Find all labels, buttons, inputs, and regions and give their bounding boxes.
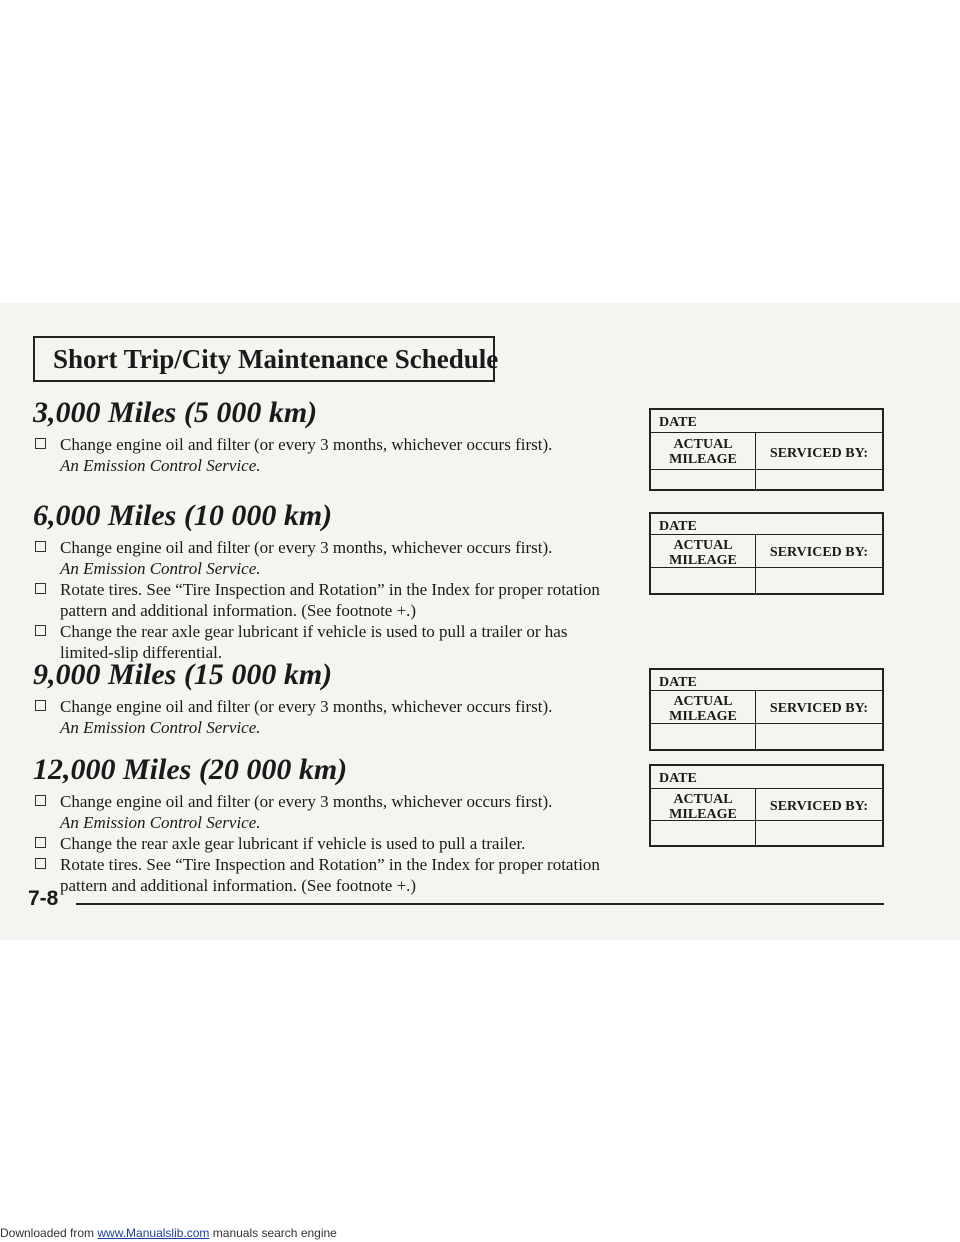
mileage-label: MILEAGE <box>669 553 737 568</box>
footer-suffix: manuals search engine <box>209 1226 337 1240</box>
item-text: Change engine oil and filter (or every 3 months, whichever occurs first). <box>60 538 553 557</box>
section-12000-miles <box>33 753 613 896</box>
page-title: Short Trip/City Maintenance Schedule <box>53 344 499 374</box>
service-record-box <box>649 668 884 751</box>
service-record-box <box>649 764 884 847</box>
actual-label: ACTUAL <box>673 694 733 709</box>
page-number: 7-8 <box>28 887 59 910</box>
section-9000-miles <box>33 658 613 738</box>
serviced-by-label: SERVICED BY: <box>769 446 869 461</box>
item-note: An Emission Control Service. <box>60 559 261 578</box>
item-note: An Emission Control Service. <box>60 718 261 737</box>
actual-mileage-label <box>651 538 755 568</box>
checkbox-icon[interactable] <box>35 795 46 806</box>
checkbox-icon[interactable] <box>35 541 46 552</box>
item-text: Change engine oil and filter (or every 3 months, whichever occurs first). <box>60 435 553 454</box>
section-heading: 12,000 Miles (20 000 km) <box>33 753 348 786</box>
maintenance-item <box>33 537 613 579</box>
section-6000-miles <box>33 499 613 663</box>
item-text: Change the rear axle gear lubricant if vehicle is used to pull a trailer or has limited-slip differential. <box>60 622 568 662</box>
footer-prefix: Downloaded from <box>0 1226 98 1240</box>
checkbox-icon[interactable] <box>35 625 46 636</box>
actual-mileage-label <box>651 437 755 467</box>
checkbox-icon[interactable] <box>35 700 46 711</box>
item-note: An Emission Control Service. <box>60 813 261 832</box>
page-title-box <box>33 336 499 382</box>
actual-mileage-label <box>651 792 755 822</box>
mileage-label: MILEAGE <box>669 452 737 467</box>
mileage-label: MILEAGE <box>669 709 737 724</box>
actual-label: ACTUAL <box>673 792 733 807</box>
section-heading: 6,000 Miles (10 000 km) <box>33 499 333 532</box>
download-footer <box>0 1226 337 1240</box>
section-3000-miles <box>33 396 613 476</box>
date-label: DATE <box>659 415 697 430</box>
actual-mileage-label <box>651 694 755 724</box>
maintenance-item <box>33 434 613 476</box>
date-label: DATE <box>659 771 697 786</box>
date-label: DATE <box>659 675 697 690</box>
serviced-by-label: SERVICED BY: <box>769 701 869 716</box>
maintenance-item <box>33 579 613 621</box>
service-record-box <box>649 408 884 491</box>
item-text: Change engine oil and filter (or every 3 months, whichever occurs first). <box>60 792 553 811</box>
actual-label: ACTUAL <box>673 437 733 452</box>
page-rule <box>76 903 884 905</box>
item-text: Change the rear axle gear lubricant if vehicle is used to pull a trailer. <box>60 834 526 853</box>
date-label: DATE <box>659 519 697 534</box>
checkbox-icon[interactable] <box>35 438 46 449</box>
checkbox-icon[interactable] <box>35 858 46 869</box>
item-text: Rotate tires. See “Tire Inspection and Rotation” in the Index for proper rotation pattern and additional information. (See footnote +.) <box>60 580 600 620</box>
maintenance-item <box>33 854 613 896</box>
actual-label: ACTUAL <box>673 538 733 553</box>
item-text: Change engine oil and filter (or every 3 months, whichever occurs first). <box>60 697 553 716</box>
item-note: An Emission Control Service. <box>60 456 261 475</box>
section-heading: 3,000 Miles (5 000 km) <box>33 396 318 429</box>
service-record-box <box>649 512 884 595</box>
manualslib-link[interactable]: www.Manualslib.com <box>97 1226 210 1240</box>
maintenance-item <box>33 696 613 738</box>
serviced-by-label: SERVICED BY: <box>769 799 869 814</box>
checkbox-icon[interactable] <box>35 837 46 848</box>
mileage-label: MILEAGE <box>669 807 737 822</box>
maintenance-item <box>33 833 613 854</box>
item-text: Rotate tires. See “Tire Inspection and Rotation” in the Index for proper rotation pattern and additional information. (See footnote +.) <box>60 855 600 895</box>
maintenance-item <box>33 621 613 663</box>
checkbox-icon[interactable] <box>35 583 46 594</box>
maintenance-item <box>33 791 613 833</box>
section-heading: 9,000 Miles (15 000 km) <box>33 658 333 691</box>
serviced-by-label: SERVICED BY: <box>769 545 869 560</box>
